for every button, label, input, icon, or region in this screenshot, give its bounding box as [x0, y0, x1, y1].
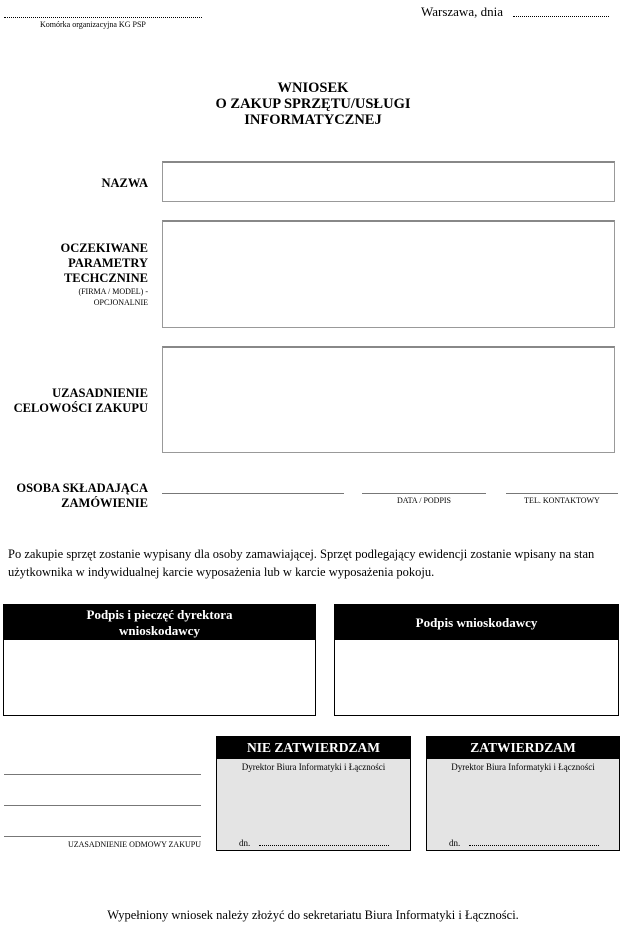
director-signature-header: [4, 605, 315, 640]
director-signature-line-1: Podpis i pieczęć dyrektora: [86, 607, 233, 622]
params-label-line-1: OCZEKIWANE: [60, 241, 148, 255]
reject-date-fields[interactable]: [259, 845, 389, 846]
justify-field[interactable]: [162, 346, 615, 453]
approve-director-label: Dyrektor Biura Informatyki i Łączności: [451, 762, 595, 772]
refusal-line-1[interactable]: [4, 774, 201, 775]
title-line-1: WNIOSEK: [277, 80, 349, 96]
director-signature-box[interactable]: [3, 604, 316, 716]
person-label-line-1: OSOBA SKŁADAJĄCA: [16, 481, 148, 495]
approve-dn-label: dn.: [449, 838, 461, 848]
approve-date[interactable]: [449, 838, 609, 848]
refusal-line-2[interactable]: [4, 805, 201, 806]
approve-box[interactable]: [426, 736, 620, 851]
applicant-signature-box[interactable]: [334, 604, 619, 716]
reject-box[interactable]: [216, 736, 411, 851]
reject-director-label: Dyrektor Biura Informatyki i Łączności: [241, 762, 386, 772]
title-line-2: O ZAKUP SPRZĘTU/USŁUGI: [215, 96, 411, 112]
refusal-line-3[interactable]: [4, 836, 201, 837]
reject-date[interactable]: [239, 838, 399, 848]
footer-note: Wypełniony wniosek należy złożyć do sekretariatu Biura Informatyki i Łączności.: [107, 908, 519, 922]
justify-label: [0, 386, 148, 416]
date-sign-line[interactable]: [362, 493, 486, 494]
params-sub-line-1: (FIRMA / MODEL) -: [78, 287, 148, 296]
unit-label: Komórka organizacyjna KG PSP: [40, 20, 146, 29]
params-label: [0, 241, 148, 308]
applicant-signature-header: [335, 605, 618, 640]
note-text: Po zakupie sprzęt zostanie wypisany dla osoby zamawiającej. Sprzęt podlegający ewidencji zostanie wpisany na stan użytkownika w indywidualnej karcie wyposażenia lub w karcie wyposażenia pokoju.: [8, 547, 595, 579]
reject-header: NIE ZATWIERDZAM: [217, 737, 410, 759]
applicant-signature-label: Podpis wnioskodawcy: [415, 615, 538, 630]
city-date-label: Warszawa, dnia: [421, 4, 503, 19]
approve-date-fields[interactable]: [469, 845, 599, 846]
form-title: [0, 80, 620, 128]
date-line[interactable]: [513, 16, 609, 17]
params-label-line-3: TECHCZNINE: [63, 271, 148, 285]
director-signature-line-2: wnioskodawcy: [119, 623, 200, 638]
name-label: NAZWA: [101, 176, 148, 190]
person-name-line[interactable]: [162, 493, 344, 494]
phone-line[interactable]: [506, 493, 618, 494]
params-field[interactable]: [162, 220, 615, 328]
name-field[interactable]: [162, 161, 615, 202]
reject-dn-label: dn.: [239, 838, 251, 848]
justify-label-line-2: CELOWOŚCI ZAKUPU: [13, 401, 148, 415]
title-line-3: INFORMATYCZNEJ: [244, 112, 382, 128]
person-label: [0, 481, 148, 511]
refusal-reason-label: UZASADNIENIE ODMOWY ZAKUPU: [67, 840, 201, 849]
unit-line[interactable]: [4, 17, 202, 18]
person-label-line-2: ZAMÓWIENIE: [61, 496, 148, 510]
justify-label-line-1: UZASADNIENIE: [52, 386, 148, 400]
params-sub-line-2: OPCJONALNIE: [93, 298, 148, 307]
date-sign-label: DATA / PODPIS: [396, 496, 452, 505]
approve-header: ZATWIERDZAM: [427, 737, 619, 759]
params-label-line-2: PARAMETRY: [68, 256, 148, 270]
phone-label: TEL. KONTAKTOWY: [524, 496, 600, 505]
